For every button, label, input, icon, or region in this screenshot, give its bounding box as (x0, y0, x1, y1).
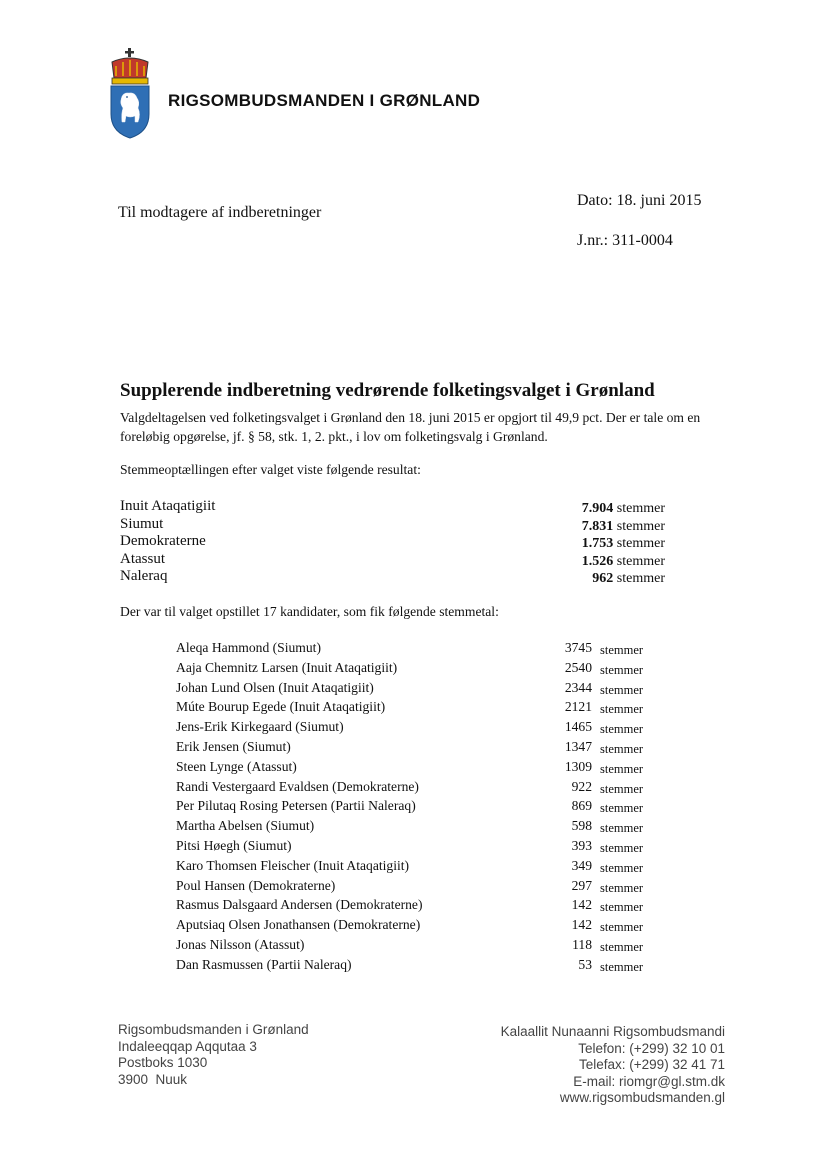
candidate-row (176, 640, 656, 660)
party-results-table (120, 498, 665, 586)
vote-unit: stemmer (600, 900, 644, 915)
candidate-row (176, 719, 656, 739)
footer-line: Kalaallit Nunaanni Rigsombudsmandi (500, 1024, 725, 1039)
candidate-row (176, 660, 656, 680)
candidate-name: Aputsiaq Olsen Jonathansen (Demokraterne) (176, 917, 421, 933)
letter-heading: Supplerende indberetning vedrørende folketingsvalget i Grønland (120, 380, 655, 401)
candidate-votes: 142 (571, 897, 592, 913)
party-row (120, 533, 665, 551)
candidate-votes: 297 (571, 877, 592, 893)
candidate-row (176, 818, 656, 838)
footer-line: Indaleeqqap Aqqutaa 3 (118, 1038, 257, 1054)
candidate-votes: 349 (571, 857, 592, 873)
candidate-votes: 118 (572, 936, 592, 952)
candidate-row (176, 680, 656, 700)
vote-unit: stemmer (616, 518, 665, 534)
footer-contact (501, 1024, 725, 1107)
candidate-votes: 869 (571, 798, 592, 814)
candidate-name: Randi Vestergaard Evaldsen (Demokraterne) (176, 778, 419, 794)
candidate-votes: 2344 (564, 679, 592, 695)
party-vote-count: 7.904 (581, 501, 614, 516)
vote-unit: stemmer (600, 840, 644, 855)
vote-unit: stemmer (600, 662, 644, 677)
candidate-votes: 598 (571, 818, 592, 834)
letter-date: Dato: 18. juni 2015 (577, 192, 702, 209)
vote-unit: stemmer (600, 821, 644, 836)
vote-unit: stemmer (600, 920, 644, 935)
vote-unit: stemmer (600, 880, 644, 895)
vote-unit: stemmer (600, 781, 644, 796)
vote-unit: stemmer (616, 536, 665, 551)
candidate-name: Per Pilutaq Rosing Petersen (Partii Naleraq) (176, 798, 416, 814)
candidate-row (176, 878, 656, 898)
candidate-votes: 2121 (564, 699, 592, 715)
candidate-votes: 3745 (564, 640, 592, 655)
footer-line: Postboks 1030 (118, 1055, 208, 1070)
candidate-votes: 2540 (564, 659, 592, 675)
vote-unit: stemmer (600, 741, 644, 756)
vote-unit: stemmer (600, 722, 644, 737)
candidate-name: Rasmus Dalsgaard Andersen (Demokraterne) (176, 897, 423, 913)
candidate-name: Poul Hansen (Demokraterne) (176, 877, 336, 893)
candidate-votes: 922 (571, 778, 592, 794)
candidate-votes: 1465 (564, 719, 592, 735)
candidate-votes: 1309 (564, 758, 592, 774)
vote-unit: stemmer (616, 571, 665, 586)
candidate-name: Pitsi Høegh (Siumut) (176, 837, 292, 853)
vote-unit: stemmer (616, 553, 665, 569)
journal-number: J.nr.: 311-0004 (577, 232, 673, 249)
party-row (120, 516, 665, 534)
candidate-row (176, 699, 656, 719)
party-name: Atassut (120, 550, 165, 567)
party-name: Demokraterne (120, 533, 206, 549)
candidate-votes: 142 (571, 917, 592, 933)
candidate-votes: 1347 (564, 738, 592, 754)
candidate-name: Dan Rasmussen (Partii Naleraq) (176, 956, 352, 972)
candidates-intro-text: Der var til valget opstillet 17 kandidater, som fik følgende stemmetal: (120, 604, 499, 619)
footer-line: Rigsombudsmanden i Grønland (118, 1022, 309, 1037)
candidate-row (176, 798, 656, 818)
candidate-row (176, 897, 656, 917)
candidate-votes: 53 (578, 956, 592, 972)
candidate-name: Karo Thomsen Fleischer (Inuit Ataqatigiit) (176, 857, 410, 873)
party-row (120, 568, 665, 586)
candidate-row (176, 937, 656, 957)
candidate-row (176, 838, 656, 858)
footer-phone: Telefon: (+299) 32 10 01 (578, 1040, 725, 1056)
intro-paragraph: Valgdeltagelsen ved folketingsvalget i Grønland den 18. juni 2015 er opgjort til 49,9 pct. Der er tale om en foreløbig opgørelse, jf. § 58, stk. 1, 2. pkt., i lov om folketingsvalg i Grønland. (120, 410, 701, 444)
candidate-name: Steen Lynge (Atassut) (176, 758, 297, 774)
candidate-row (176, 759, 656, 779)
candidate-row (176, 957, 656, 977)
party-vote-count: 1.753 (581, 536, 614, 551)
candidate-name: Aleqa Hammond (Siumut) (176, 640, 321, 655)
candidate-row (176, 739, 656, 759)
candidate-name: Erik Jensen (Siumut) (176, 738, 291, 754)
candidates-table (176, 640, 656, 977)
party-name: Inuit Ataqatigiit (120, 498, 216, 514)
footer-line: 3900 Nuuk (118, 1071, 188, 1087)
vote-unit: stemmer (600, 761, 644, 776)
count-intro-text: Stemmeoptællingen efter valget viste følgende resultat: (120, 462, 421, 477)
footer-email: E-mail: riomgr@gl.stm.dk (573, 1073, 725, 1089)
candidate-votes: 393 (571, 837, 592, 853)
vote-unit: stemmer (600, 702, 644, 717)
candidate-name: Jonas Nilsson (Atassut) (176, 936, 305, 952)
vote-unit: stemmer (600, 939, 644, 954)
coat-of-arms-icon (108, 48, 152, 140)
party-vote-count: 1.526 (581, 553, 614, 569)
vote-unit: stemmer (600, 860, 644, 875)
vote-unit: stemmer (600, 801, 644, 816)
candidate-row (176, 779, 656, 799)
party-vote-count: 962 (592, 571, 614, 586)
candidate-name: Johan Lund Olsen (Inuit Ataqatigiit) (176, 679, 374, 695)
vote-unit: stemmer (600, 959, 644, 974)
vote-unit: stemmer (600, 643, 644, 657)
footer-website: www.rigsombudsmanden.gl (559, 1090, 725, 1105)
office-title: RIGSOMBUDSMANDEN I GRØNLAND (168, 91, 481, 110)
candidate-name: Jens-Erik Kirkegaard (Siumut) (176, 719, 344, 735)
party-row (120, 551, 665, 569)
party-votes (592, 571, 665, 587)
vote-unit: stemmer (616, 501, 665, 516)
party-vote-count: 7.831 (581, 518, 614, 534)
candidate-name: Aaja Chemnitz Larsen (Inuit Ataqatigiit) (176, 659, 398, 675)
footer-address (118, 1022, 309, 1088)
candidate-name: Múte Bourup Egede (Inuit Ataqatigiit) (176, 699, 386, 715)
candidate-row (176, 858, 656, 878)
party-name: Siumut (120, 515, 164, 532)
vote-unit: stemmer (600, 682, 644, 697)
footer-fax: Telefax: (+299) 32 41 71 (579, 1057, 725, 1072)
party-name: Naleraq (120, 568, 168, 584)
recipient-line: Til modtagere af indberetninger (118, 204, 322, 221)
candidate-row (176, 917, 656, 937)
party-row (120, 498, 665, 516)
candidate-name: Martha Abelsen (Siumut) (176, 818, 315, 834)
